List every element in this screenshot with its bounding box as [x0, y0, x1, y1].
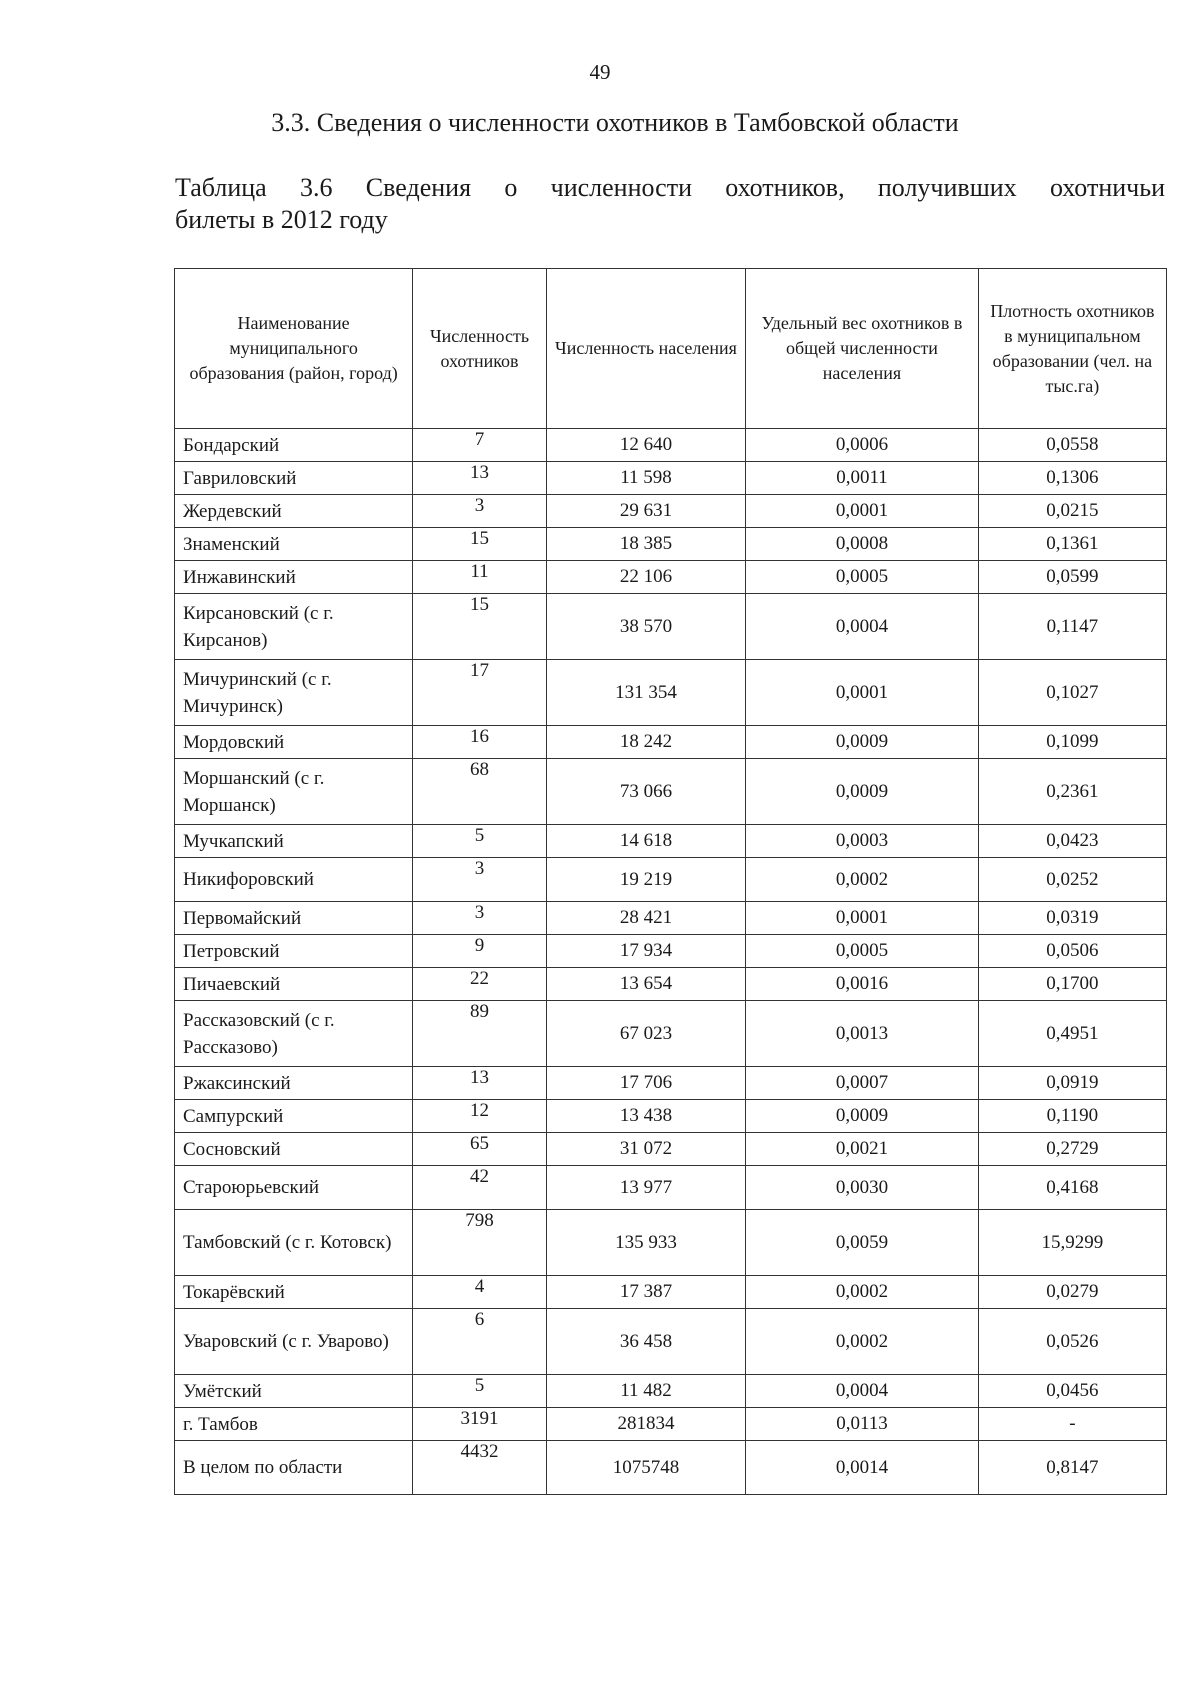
cell-share: 0,0001: [746, 495, 979, 528]
cell-density: 0,0423: [978, 825, 1166, 858]
cell-density: 0,1306: [978, 462, 1166, 495]
cell-share: 0,0004: [746, 1375, 979, 1408]
table-row: [175, 462, 1167, 495]
cell-name: Моршанский (с г. Моршанск): [175, 759, 413, 825]
table-row: [175, 495, 1167, 528]
cell-hunters: 13: [413, 1067, 547, 1100]
cell-population: 67 023: [546, 1001, 745, 1067]
table-caption-continued: билеты в 2012 году: [175, 205, 388, 234]
cell-population: 12 640: [546, 429, 745, 462]
cell-population: 38 570: [546, 594, 745, 660]
cell-density: 15,9299: [978, 1210, 1166, 1276]
table-row: [175, 968, 1167, 1001]
cell-hunters: 6: [413, 1309, 547, 1375]
cell-density: 0,2729: [978, 1133, 1166, 1166]
cell-population: 17 706: [546, 1067, 745, 1100]
cell-name: Уваровский (с г. Уварово): [175, 1309, 413, 1375]
table-row: [175, 1375, 1167, 1408]
cell-population: 36 458: [546, 1309, 745, 1375]
cell-share: 0,0004: [746, 594, 979, 660]
cell-density: 0,1147: [978, 594, 1166, 660]
cell-share: 0,0030: [746, 1166, 979, 1210]
cell-name: Сосновский: [175, 1133, 413, 1166]
cell-population: 11 598: [546, 462, 745, 495]
cell-hunters: 798: [413, 1210, 547, 1276]
page-number: 49: [589, 60, 611, 84]
cell-name: В целом по области: [175, 1441, 413, 1495]
cell-density: 0,1190: [978, 1100, 1166, 1133]
cell-name: Мордовский: [175, 726, 413, 759]
cell-density: 0,0279: [978, 1276, 1166, 1309]
cell-hunters: 3191: [413, 1408, 547, 1441]
hunters-table: [174, 268, 1167, 1495]
cell-share: 0,0001: [746, 660, 979, 726]
cell-hunters: 17: [413, 660, 547, 726]
cell-share: 0,0009: [746, 759, 979, 825]
cell-name: Мичуринский (с г. Мичуринск): [175, 660, 413, 726]
cell-hunters: 5: [413, 825, 547, 858]
table-row: [175, 660, 1167, 726]
cell-share: 0,0009: [746, 1100, 979, 1133]
table-row: [175, 594, 1167, 660]
cell-hunters: 7: [413, 429, 547, 462]
cell-share: 0,0113: [746, 1408, 979, 1441]
cell-share: 0,0005: [746, 935, 979, 968]
cell-hunters: 22: [413, 968, 547, 1001]
cell-share: 0,0001: [746, 902, 979, 935]
cell-share: 0,0014: [746, 1441, 979, 1495]
cell-hunters: 3: [413, 858, 547, 902]
cell-share: 0,0011: [746, 462, 979, 495]
cell-name: Мучкапский: [175, 825, 413, 858]
cell-population: 17 387: [546, 1276, 745, 1309]
table-row: [175, 902, 1167, 935]
cell-name: Гавриловский: [175, 462, 413, 495]
table-row: [175, 935, 1167, 968]
cell-name: Умётский: [175, 1375, 413, 1408]
cell-name: Рассказовский (с г. Рассказово): [175, 1001, 413, 1067]
cell-density: 0,0919: [978, 1067, 1166, 1100]
cell-density: 0,1700: [978, 968, 1166, 1001]
cell-population: 281834: [546, 1408, 745, 1441]
cell-hunters: 89: [413, 1001, 547, 1067]
cell-hunters: 3: [413, 902, 547, 935]
table-row: [175, 726, 1167, 759]
cell-hunters: 15: [413, 528, 547, 561]
cell-population: 13 438: [546, 1100, 745, 1133]
cell-population: 18 385: [546, 528, 745, 561]
cell-population: 29 631: [546, 495, 745, 528]
cell-share: 0,0008: [746, 528, 979, 561]
table-row: [175, 1276, 1167, 1309]
header-name: Наименование муниципального образования (район, город): [175, 269, 413, 429]
table-caption: Таблица 3.6 Сведения о численности охотников, получивших охотничьи: [175, 173, 1165, 202]
table-row: [175, 1441, 1167, 1495]
cell-population: 14 618: [546, 825, 745, 858]
cell-population: 18 242: [546, 726, 745, 759]
cell-density: 0,0252: [978, 858, 1166, 902]
table-row: [175, 825, 1167, 858]
cell-density: 0,0456: [978, 1375, 1166, 1408]
table-body: [175, 429, 1167, 1495]
cell-hunters: 12: [413, 1100, 547, 1133]
cell-name: Тамбовский (с г. Котовск): [175, 1210, 413, 1276]
section-title: 3.3. Сведения о численности охотников в Тамбовской области: [271, 108, 959, 137]
cell-population: 131 354: [546, 660, 745, 726]
cell-density: 0,2361: [978, 759, 1166, 825]
table-row: [175, 1166, 1167, 1210]
cell-hunters: 4432: [413, 1441, 547, 1495]
cell-name: Знаменский: [175, 528, 413, 561]
cell-share: 0,0059: [746, 1210, 979, 1276]
cell-hunters: 15: [413, 594, 547, 660]
cell-share: 0,0002: [746, 858, 979, 902]
cell-hunters: 68: [413, 759, 547, 825]
cell-hunters: 16: [413, 726, 547, 759]
cell-density: 0,1027: [978, 660, 1166, 726]
table-row: [175, 561, 1167, 594]
cell-hunters: 42: [413, 1166, 547, 1210]
cell-name: Ржаксинский: [175, 1067, 413, 1100]
cell-density: 0,1099: [978, 726, 1166, 759]
cell-name: Токарёвский: [175, 1276, 413, 1309]
header-hunters: Численность охотников: [413, 269, 547, 429]
cell-name: Никифоровский: [175, 858, 413, 902]
cell-hunters: 11: [413, 561, 547, 594]
cell-density: 0,4168: [978, 1166, 1166, 1210]
cell-share: 0,0003: [746, 825, 979, 858]
cell-share: 0,0007: [746, 1067, 979, 1100]
cell-hunters: 13: [413, 462, 547, 495]
cell-name: Староюрьевский: [175, 1166, 413, 1210]
cell-density: 0,0319: [978, 902, 1166, 935]
cell-hunters: 65: [413, 1133, 547, 1166]
table-header-row: [175, 269, 1167, 429]
cell-density: 0,0558: [978, 429, 1166, 462]
cell-share: 0,0005: [746, 561, 979, 594]
cell-name: Кирсановский (с г. Кирсанов): [175, 594, 413, 660]
cell-name: Петровский: [175, 935, 413, 968]
cell-name: Жердевский: [175, 495, 413, 528]
cell-hunters: 9: [413, 935, 547, 968]
cell-name: Первомайский: [175, 902, 413, 935]
cell-name: Сампурский: [175, 1100, 413, 1133]
cell-population: 13 977: [546, 1166, 745, 1210]
cell-population: 73 066: [546, 759, 745, 825]
cell-name: Инжавинский: [175, 561, 413, 594]
cell-share: 0,0006: [746, 429, 979, 462]
table-row: [175, 1133, 1167, 1166]
cell-density: -: [978, 1408, 1166, 1441]
cell-population: 28 421: [546, 902, 745, 935]
cell-density: 0,0215: [978, 495, 1166, 528]
cell-share: 0,0013: [746, 1001, 979, 1067]
cell-population: 13 654: [546, 968, 745, 1001]
cell-name: Пичаевский: [175, 968, 413, 1001]
header-population: Численность населения: [546, 269, 745, 429]
cell-hunters: 3: [413, 495, 547, 528]
table-row: [175, 858, 1167, 902]
cell-name: г. Тамбов: [175, 1408, 413, 1441]
cell-population: 135 933: [546, 1210, 745, 1276]
cell-density: 0,4951: [978, 1001, 1166, 1067]
cell-population: 22 106: [546, 561, 745, 594]
cell-population: 17 934: [546, 935, 745, 968]
cell-population: 1075748: [546, 1441, 745, 1495]
cell-density: 0,0599: [978, 561, 1166, 594]
cell-density: 0,0506: [978, 935, 1166, 968]
cell-density: 0,1361: [978, 528, 1166, 561]
cell-name: Бондарский: [175, 429, 413, 462]
cell-population: 31 072: [546, 1133, 745, 1166]
header-density: Плотность охотников в муниципальном образовании (чел. на тыс.га): [978, 269, 1166, 429]
table-row: [175, 1100, 1167, 1133]
cell-share: 0,0009: [746, 726, 979, 759]
table-row: [175, 1408, 1167, 1441]
cell-population: 19 219: [546, 858, 745, 902]
cell-share: 0,0002: [746, 1276, 979, 1309]
cell-population: 11 482: [546, 1375, 745, 1408]
header-share: Удельный вес охотников в общей численности населения: [746, 269, 979, 429]
cell-hunters: 4: [413, 1276, 547, 1309]
table-row: [175, 1210, 1167, 1276]
cell-hunters: 5: [413, 1375, 547, 1408]
cell-share: 0,0016: [746, 968, 979, 1001]
table-row: [175, 429, 1167, 462]
cell-density: 0,0526: [978, 1309, 1166, 1375]
table-row: [175, 759, 1167, 825]
table-row: [175, 1001, 1167, 1067]
cell-density: 0,8147: [978, 1441, 1166, 1495]
table-row: [175, 1309, 1167, 1375]
table-row: [175, 1067, 1167, 1100]
cell-share: 0,0002: [746, 1309, 979, 1375]
cell-share: 0,0021: [746, 1133, 979, 1166]
table-row: [175, 528, 1167, 561]
